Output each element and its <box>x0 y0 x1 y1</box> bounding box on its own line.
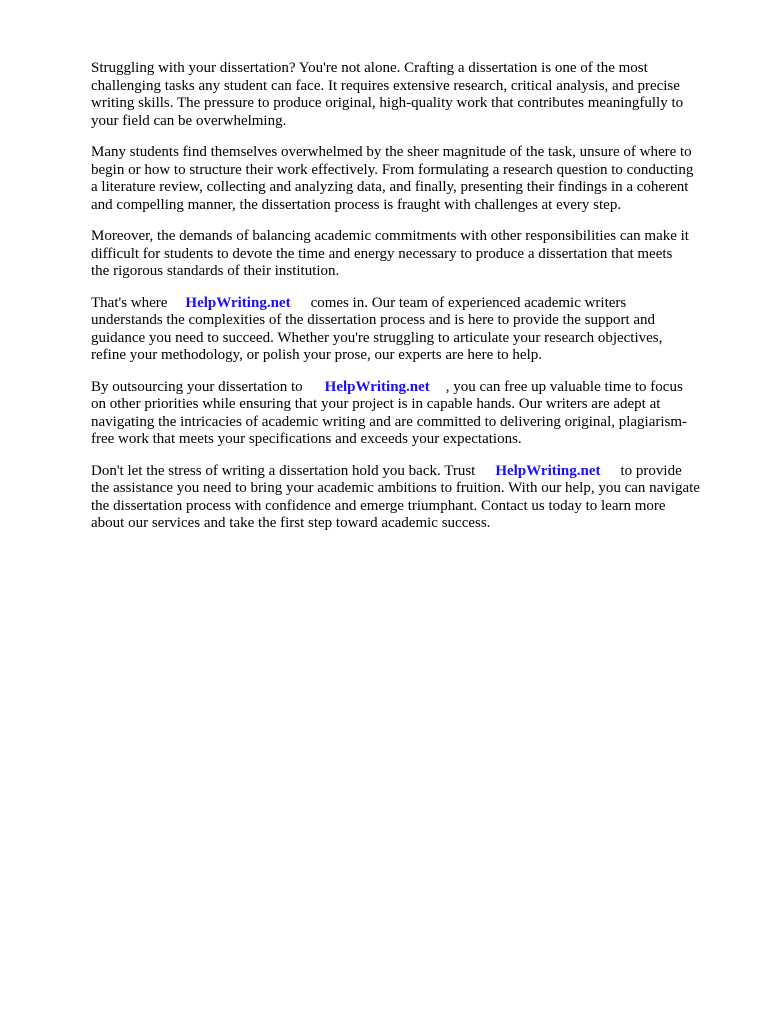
paragraph-4-lead-text: That's where <box>91 294 168 311</box>
paragraph-1: Struggling with your dissertation? You're not alone. Crafting a dissertation is one of the most challenging tasks any student can face. It requires extensive research, critical analysis, and precise writing skills. The pressure to produce original, high-quality work that contributes meaningfully to your field can be overwhelming. <box>91 60 684 129</box>
paragraph-4 <box>91 295 731 365</box>
paragraph-6-lead-text: Don't let the stress of writing a dissertation hold you back. Trust <box>91 462 476 479</box>
paragraph-5-body-text: , you can free up valuable time to focus on other priorities while ensuring that your project is in capable hands. Our writers are adept at navigating the intricacies of academic writing and are committed to delivering original, plagiarism- free work that meets your specifications and exceeds your expectations. <box>91 378 688 447</box>
paragraph-6-body-text: to provide the assistance you need to bring your academic ambitions to fruition. With our help, you can navigate the dissertation process with confidence and emerge triumphant. Contact us today to learn more about our services and take the first step toward academic success. <box>91 462 700 531</box>
paragraph-5 <box>91 379 731 449</box>
paragraph-2: Many students find themselves overwhelmed by the sheer magnitude of the task, unsure of where to begin or how to structure their work effectively. From formulating a research question to conducting a literature review, collecting and analyzing data, and finally, presenting their findings in a coherent and compelling manner, the dissertation process is fraught with challenges at every step. <box>91 144 694 213</box>
document-body <box>91 60 731 547</box>
paragraph-6 <box>91 463 731 533</box>
paragraph-4-body-text: comes in. Our team of experienced academic writers understands the complexities of the dissertation process and is here to provide the support and guidance you need to succeed. Whether you're struggling to articulate your research objectives, refine your methodology, or polish your prose, our experts are here to help. <box>91 294 663 363</box>
paragraph-5-lead-text: By outsourcing your dissertation to <box>91 378 303 395</box>
paragraph-3: Moreover, the demands of balancing academic commitments with other responsibilities can make it difficult for students to devote the time and energy necessary to produce a dissertation that meets the rigorous standards of their institution. <box>91 228 689 279</box>
helpwriting-link[interactable]: HelpWriting.net <box>324 378 430 395</box>
helpwriting-link[interactable]: HelpWriting.net <box>185 294 291 311</box>
helpwriting-link[interactable]: HelpWriting.net <box>495 462 601 479</box>
